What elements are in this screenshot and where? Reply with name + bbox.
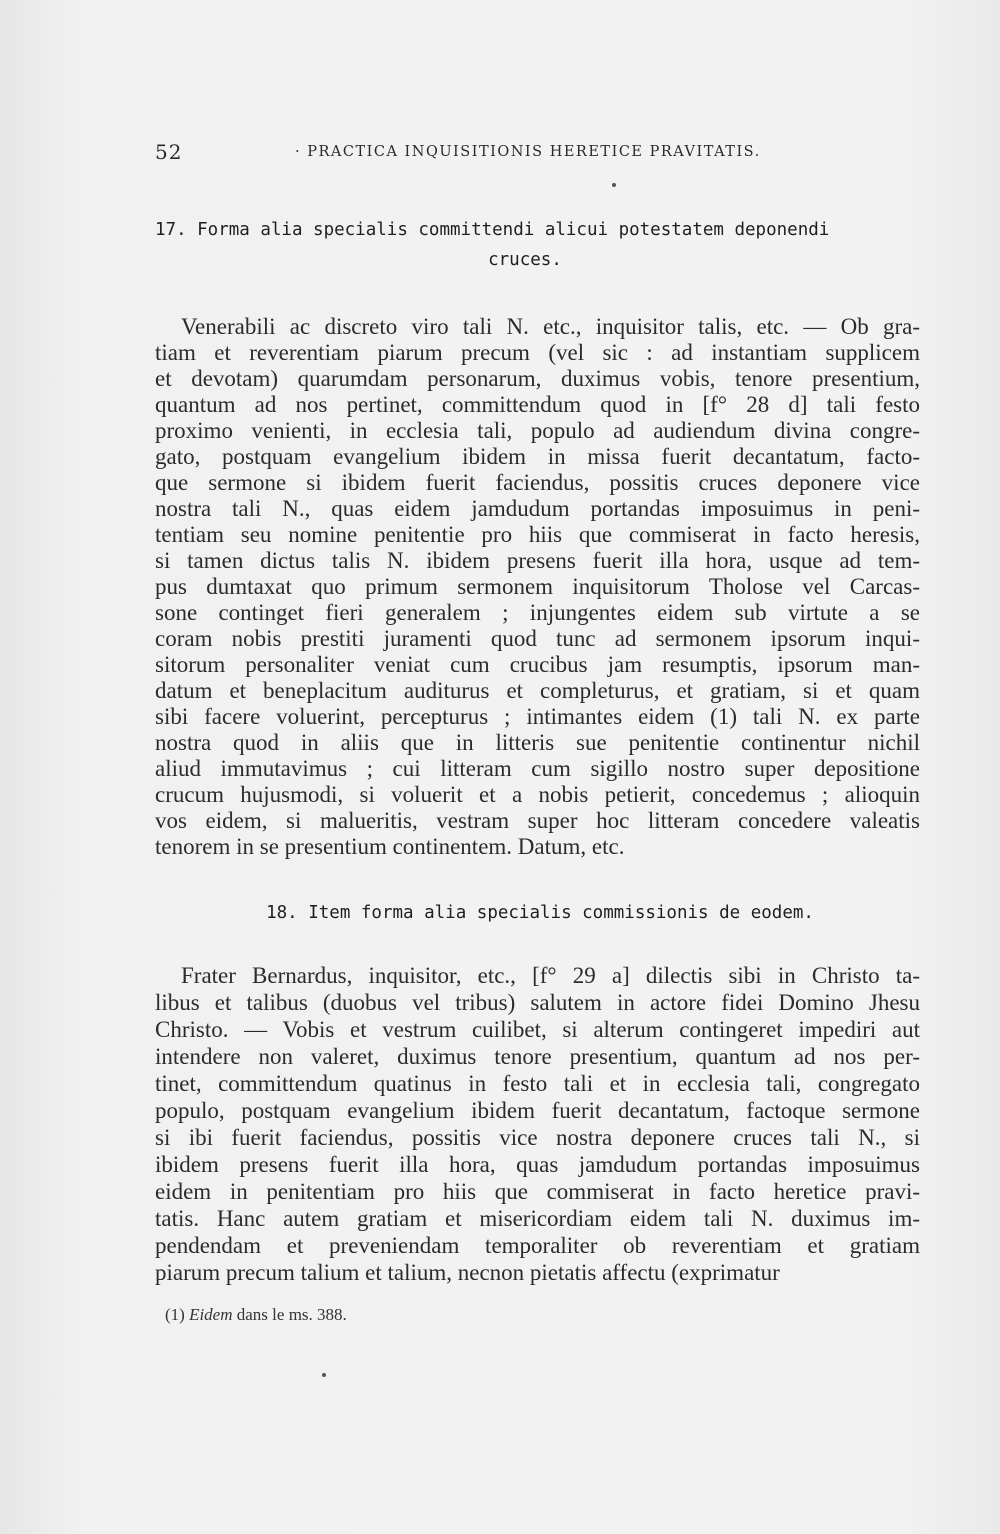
text-line: Frater Bernardus, inquisitor, etc., [f° 29 a] dilectis sibi in Christo ta- [181, 963, 920, 988]
text-line: si ibi fuerit faciendus, possitis vice nostra deponere cruces tali N., si [155, 1125, 920, 1150]
text-line: sone continget fieri generalem ; injungentes eidem sub virtute a se [155, 600, 920, 625]
text-line: tentiam seu nomine penitentie pro hiis que commiserat in facto heresis, [155, 522, 920, 547]
text-line: libus et talibus (duobus vel tribus) salutem in actore fidei Domino Jhesu [155, 990, 920, 1015]
text-line: intendere non valeret, duximus tenore presentium, quantum ad nos per- [155, 1044, 920, 1069]
text-line: ibidem presens fuerit illa hora, quas jamdudum portandas imposuimus [155, 1152, 920, 1177]
footnote-text: dans le ms. 388. [236, 1305, 347, 1324]
running-title: · PRACTICA INQUISITIONIS HERETICE PRAVITATIS. [295, 144, 761, 160]
text-line: crucum hujusmodi, si voluerit et a nobis petierit, concedemus ; alioquin [155, 782, 920, 807]
text-line: coram nobis prestiti juramenti quod tunc ad sermonem ipsorum inqui- [155, 626, 920, 651]
page-number: 52 [155, 140, 183, 164]
text-line: quantum ad nos pertinet, committendum quod in [f° 28 d] tali festo [155, 392, 920, 417]
text-line: sitorum personaliter veniat cum crucibus jam resumptis, ipsorum man- [155, 652, 920, 677]
footnote-marker: (1) [165, 1305, 185, 1324]
section-17-body [155, 314, 920, 860]
speck-mark [612, 183, 616, 187]
text-line: piarum precum talium et talium, necnon pietatis affectu (exprimatur [155, 1260, 780, 1285]
section-18-body [155, 962, 920, 1286]
text-line: Christo. — Vobis et vestrum cuilibet, si alterum contingeret impediri aut [155, 1017, 920, 1042]
text-line: gato, postquam evangelium ibidem in missa fuerit decantatum, facto- [155, 444, 920, 469]
section-17-title-line-2: cruces. [488, 250, 562, 270]
text-line: datum et beneplacitum auditurus et completurus, et gratiam, si et quam [155, 678, 920, 703]
text-line: pendendam et preveniendam temporaliter ob reverentiam et gratiam [155, 1233, 920, 1258]
text-line: sibi facere voluerint, percepturus ; intimantes eidem (1) tali N. ex parte [155, 704, 920, 729]
speck-mark [322, 1373, 326, 1377]
text-line: tiam et reverentiam piarum precum (vel sic : ad instantiam supplicem [155, 340, 920, 365]
text-line: eidem in penitentiam pro hiis que commiserat in facto heretice pravi- [155, 1179, 920, 1204]
text-line: si tamen dictus talis N. ibidem presens fuerit illa hora, usque ad tem- [155, 548, 920, 573]
text-line: nostra tali N., quas eidem jamdudum portandas imposuimus in peni- [155, 496, 920, 521]
text-line: que sermone si ibidem fuerit faciendus, possitis cruces deponere vice [155, 470, 920, 495]
text-line: et devotam) quarumdam personarum, duximus vobis, tenore presentium, [155, 366, 920, 391]
footnote [165, 1305, 347, 1325]
text-line: tenorem in se presentium continentem. Datum, etc. [155, 834, 625, 859]
text-line: aliud immutavimus ; cui litteram cum sigillo nostro super depositione [155, 756, 920, 781]
text-line: proximo venienti, in ecclesia tali, populo ad audiendum divina congre- [155, 418, 920, 443]
text-line: populo, postquam evangelium ibidem fuerit decantatum, factoque sermone [155, 1098, 920, 1123]
text-line: tinet, committendum quatinus in festo tali et in ecclesia tali, congregato [155, 1071, 920, 1096]
section-18-title: 18. Item forma alia specialis commissionis de eodem. [266, 903, 814, 923]
text-line: vos eidem, si malueritis, vestram super hoc litteram concedere valeatis [155, 808, 920, 833]
text-line: pus dumtaxat quo primum sermonem inquisitorum Tholose vel Carcas- [155, 574, 920, 599]
section-17-title-line-1: 17. Forma alia specialis committendi alicui potestatem deponendi [155, 220, 830, 240]
page-header [155, 140, 915, 170]
text-line: Venerabili ac discreto viro tali N. etc., inquisitor talis, etc. — Ob gra- [181, 314, 920, 339]
text-line: nostra quod in aliis que in litteris sue penitentie continentur nichil [155, 730, 920, 755]
text-line: tatis. Hanc autem gratiam et misericordiam eidem tali N. duximus im- [155, 1206, 920, 1231]
section-17-title [155, 215, 925, 275]
footnote-italic: Eidem [189, 1305, 233, 1324]
